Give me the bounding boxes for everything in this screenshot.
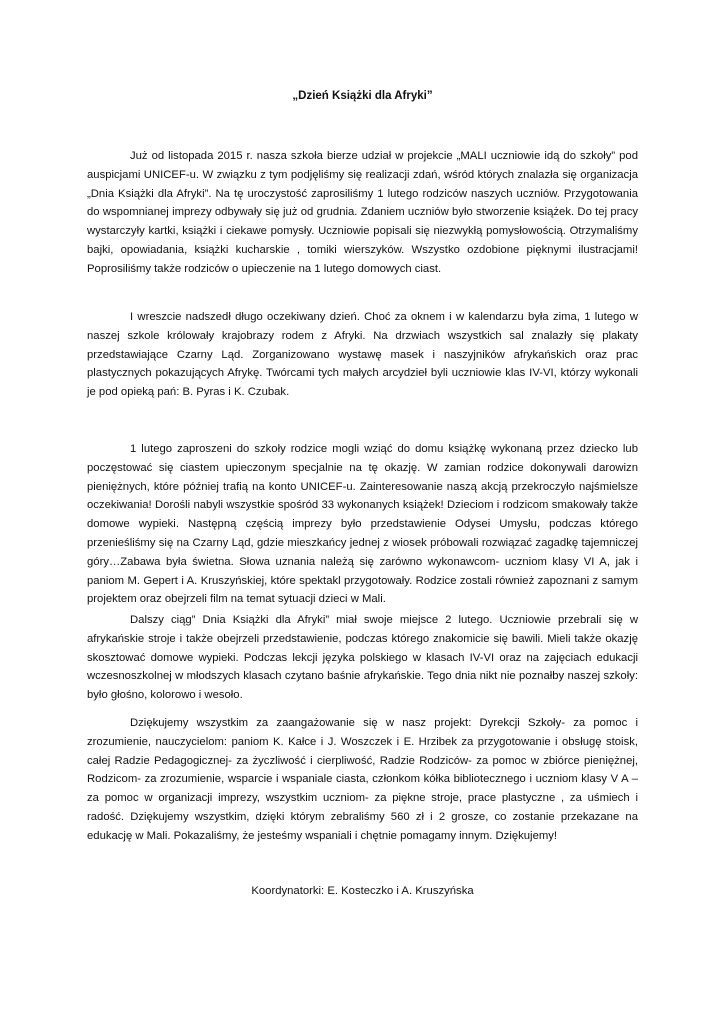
paragraph-parents-visit: 1 lutego zaproszeni do szkoły rodzice mogli wziąć do domu książkę wykonaną przez dziecko lub poczęstować się ciastem upieczonym specjalnie na tę okazję. W zamian rodzice dokonywali darowizn pieniężnych, które później trafią na konto UNICEF-u. Zainteresowanie naszą akcją przekroczyło najśmielsze oczekiwania! Dorośli nabyli wszystkie spośród 33 wykonanych książek! Dzieciom i rodzicom smakowały także domowe wypieki. Następną częścią imprezy było przedstawienie Odysei Umysłu, podczas którego przenieśliśmy się na Czarny Ląd, gdzie mieszkańcy jednej z wiosek próbowali rozwiązać zagadkę tajemniczej góry…Zabawa była świetna. Słowa uznania należą się zarówno wykonawcom- uczniom klasy VI A, jak i paniom M. Gepert i A. Kruszyńskiej, które spektakl przygotowały. Rodzice zostali również zapoznani z samym projektem oraz obejrzeli film na temat sytuacji dzieci w Mali.	[87, 443, 638, 606]
paragraph-event-day: I wreszcie nadszedł długo oczekiwany dzień. Choć za oknem i w kalendarzu była zima, 1 lutego w naszej szkole królowały krajobrazy rodem z Afryki. Na drzwiach wszystkich sal znalazły się plakaty przedstawiające Czarny Ląd. Zorganizowano wystawę masek i naszyjników afrykańskich oraz prac plastycznych pokazujących Afrykę. Twórcami tych małych arcydzieł byli uczniowie klas IV-VI, którzy wykonali je pod opieką pań: B. Pyras i K. Czubak.	[87, 311, 638, 399]
document-title: „Dzień Książki dla Afryki”	[292, 90, 433, 102]
document-page	[87, 0, 638, 1024]
paragraph-project-intro: Już od listopada 2015 r. nasza szkoła bierze udział w projekcie „MALI uczniowie idą do szkoły” pod auspicjami UNICEF-u. W związku z tym podjęliśmy się realizacji zdań, wśród których znalazła się organizacja „Dnia Książki dla Afryki”. Na tę uroczystość zaprosiliśmy 1 lutego rodziców naszych uczniów. Przygotowania do wspomnianej imprezy odbywały się już od grudnia. Zdaniem uczniów było stworzenie książek. Do tej pracy wystarczyły kartki, książki i ciekawe pomysły. Uczniowie popisali się niezwykłą pomysłowością. Otrzymaliśmy bajki, opowiadania, książki kucharskie , tomiki wierszyków. Wszystko ozdobione pięknymi ilustracjami! Poprosiliśmy także rodziców o upieczenie na 1 lutego domowych ciast.	[87, 150, 638, 275]
coordinators-signature: Koordynatorki: E. Kosteczko i A. Kruszyńska	[251, 885, 474, 897]
paragraph-thanks: Dziękujemy wszystkim za zaangażowanie się w nasz projekt: Dyrekcji Szkoły- za pomoc i zrozumienie, nauczycielom: paniom K. Kałce i J. Woszczek i E. Hrzibek za przygotowanie i obsługę stoisk, całej Radzie Pedagogicznej- za życzliwość i cierpliwość, Radzie Rodziców- za pomoc w zbiórce pieniężnej, Rodzicom- za zrozumienie, wsparcie i wspaniale ciasta, członkom kółka bibliotecznego i uczniom klasy V A – za pomoc w organizacji imprezy, wszystkim uczniom- za piękne stroje, prace plastyczne , za uśmiech i radość. Dziękujemy wszystkim, dzięki którym zebraliśmy 560 zł i 2 grosze, co zostanie przekazane na edukację w Mali. Pokazaliśmy, że jesteśmy wspaniali i chętnie pomagamy innym. Dziękujemy!	[87, 717, 638, 842]
paragraph-second-day: Dalszy ciąg” Dnia Książki dla Afryki” miał swoje miejsce 2 lutego. Uczniowie przebrali się w afrykańskie stroje i także obejrzeli przedstawienie, podczas którego znakomicie się bawili. Mieli także okazję skosztować domowe wypieki. Podczas lekcji języka polskiego w klasach IV-VI oraz na zajęciach edukacji wczesnoszkolnej w młodszych klasach czytano baśnie afrykańskie. Tego dnia nikt nie poznałby naszej szkoły: było głośno, kolorowo i wesoło.	[87, 614, 638, 702]
